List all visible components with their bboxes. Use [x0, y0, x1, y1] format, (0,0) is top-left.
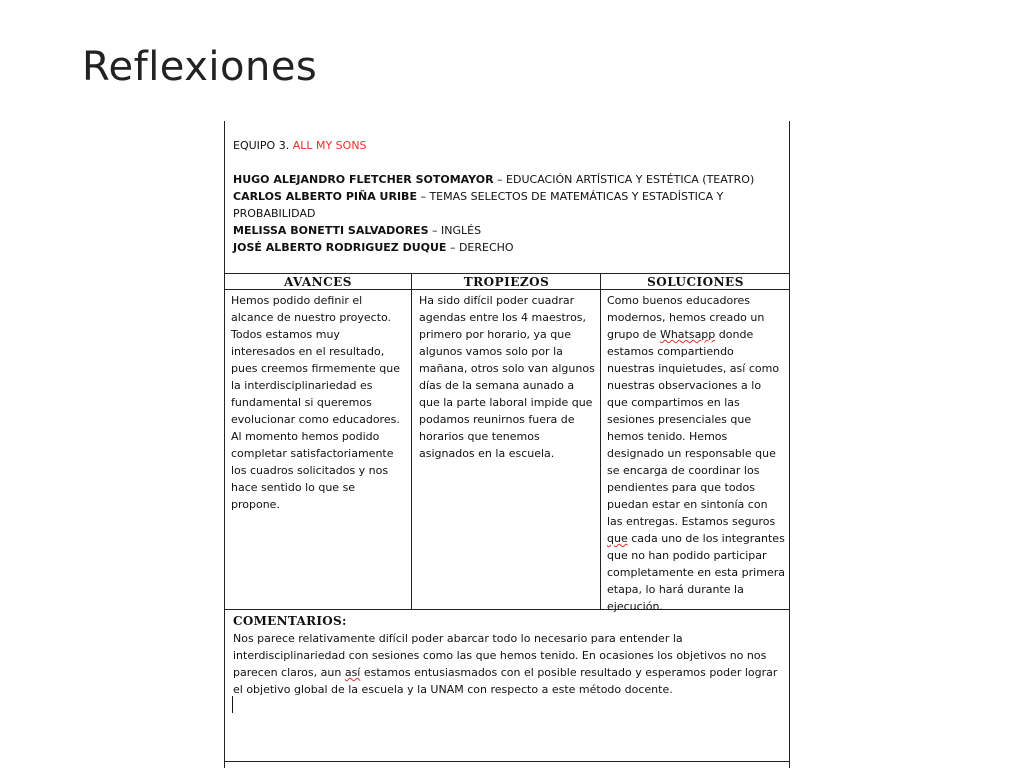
member-subject: – INGLÉS	[428, 224, 482, 237]
team-name: ALL MY SONS	[292, 139, 367, 152]
comments-text: Nos parece relativamente difícil poder abarcar todo lo necesario para entender la interdisciplinariedad con sesiones como las que hemos tenido. En ocasiones los objetivos no nos parecen claros, aun así estamos entusiasmados con el posible resultado y esperamos poder lograr el objetivo global de la escuela y la UNAM con respecto a este método docente.	[233, 632, 778, 696]
cell-soluciones	[607, 292, 785, 615]
slide-title: Reflexiones	[82, 44, 318, 90]
column-header-soluciones: SOLUCIONES	[647, 275, 744, 289]
comments-bottom-border	[225, 761, 789, 762]
member-item	[233, 222, 773, 239]
spellcheck-word: que	[607, 532, 628, 545]
member-name: CARLOS ALBERTO PIÑA URIBE	[233, 190, 417, 203]
member-item	[233, 171, 773, 188]
column-header-tropiezos: TROPIEZOS	[463, 275, 550, 289]
spellcheck-word: Whatsapp	[659, 328, 716, 341]
tropiezos-text: Ha sido difícil poder cuadrar agendas entre los 4 maestros, primero por horario, ya que algunos vamos solo por la mañana, otros solo van algunos días de la semana aunado a que la parte laboral impide que podamos reunirnos fuera de horarios que tenemos asignados en la escuela.	[419, 294, 595, 460]
member-name: HUGO ALEJANDRO FLETCHER SOTOMAYOR	[233, 173, 494, 186]
team-label: EQUIPO 3.	[233, 139, 290, 152]
member-subject: – EDUCACIÓN ARTÍSTICA Y ESTÉTICA (TEATRO)	[493, 173, 755, 186]
column-header-avances: AVANCES	[284, 275, 352, 289]
member-name: JOSÉ ALBERTO RODRIGUEZ DUQUE	[233, 241, 447, 254]
member-name: MELISSA BONETTI SALVADORES	[233, 224, 429, 237]
column-divider	[411, 273, 412, 610]
avances-text: Hemos podido definir el alcance de nuestro proyecto. Todos estamos muy interesados en el resultado, pues creemos firmemente que la interdisciplinariedad es fundamental si queremos evolucionar como educadores. Al momento hemos podido completar satisfactoriamente los cuadros solicitados y nos hace sentido lo que se propone.	[231, 294, 400, 511]
soluciones-text: Como buenos educadores modernos, hemos creado un grupo de Whatsapp donde estamos compartiendo nuestras inquietudes, así como nuestras observaciones a lo que compartimos en las sesiones presenciales que hemos tenido. Hemos designado un responsable que se encarga de coordinar los pendientes para que todos puedan estar en sintonía con las entregas. Estamos seguros que cada uno de los integrantes que no han podido participar completamente en esta primera etapa, lo hará durante la ejecución.	[607, 294, 785, 613]
member-item	[233, 188, 773, 222]
spellcheck-word: así	[344, 666, 361, 679]
team-line	[233, 137, 773, 154]
member-item	[233, 239, 773, 256]
team-header	[233, 137, 773, 256]
text-cursor	[232, 696, 233, 713]
cell-tropiezos	[419, 292, 595, 462]
member-subject: – DERECHO	[446, 241, 514, 254]
document-page	[224, 121, 790, 768]
column-divider	[600, 273, 601, 610]
comments-title: COMENTARIOS:	[233, 614, 347, 628]
comments-section	[233, 613, 785, 698]
member-subject: – TEMAS SELECTOS DE MATEMÁTICAS Y ESTADÍSTICA Y PROBABILIDAD	[233, 190, 724, 220]
members-list	[233, 171, 773, 256]
cell-avances	[231, 292, 407, 513]
